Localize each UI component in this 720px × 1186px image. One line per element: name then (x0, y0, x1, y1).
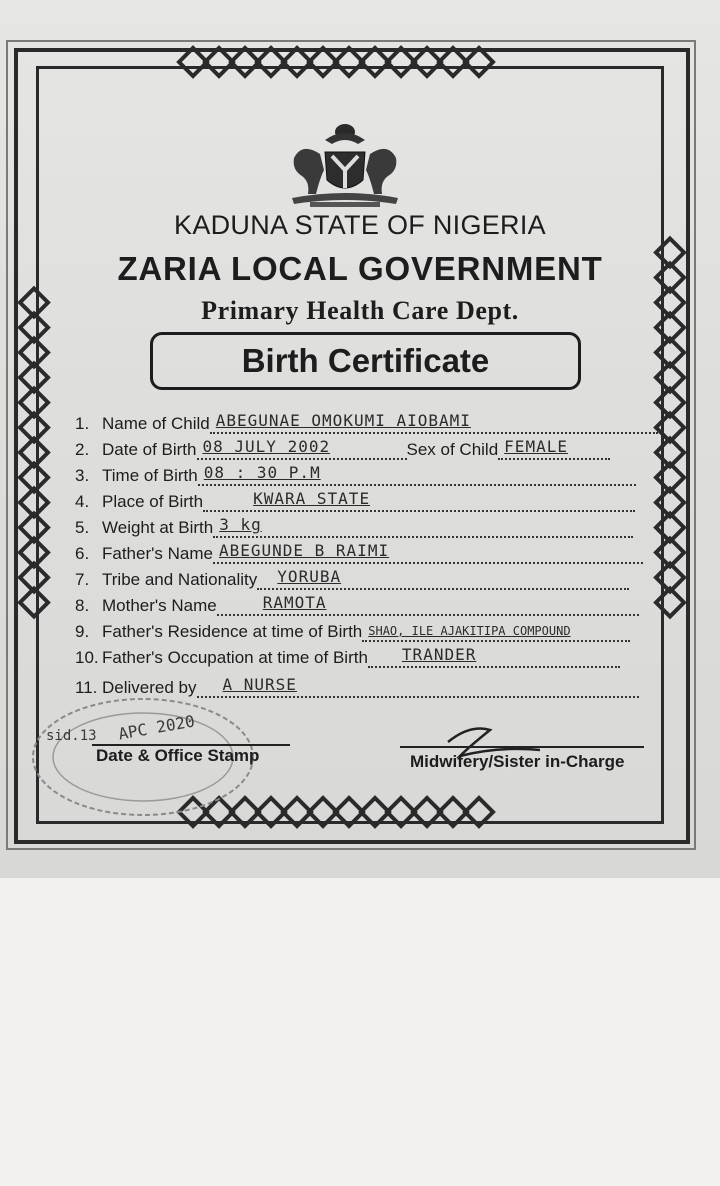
field-value-line (257, 567, 629, 590)
stamp-date: APC 2020 (116, 711, 197, 744)
coat-of-arms-seal (280, 118, 410, 210)
mother-name-value: RAMOTA (262, 593, 327, 612)
field-value-line (213, 515, 633, 538)
field-value-line (362, 622, 630, 642)
field-number: 5. (75, 518, 90, 537)
field-value-line (213, 541, 643, 564)
field-label-sex: Sex of Child (406, 440, 499, 459)
blank-background (0, 878, 720, 1186)
field-row-child-name (75, 410, 658, 434)
sister-signature-line (400, 746, 644, 748)
stamp-label: Date & Office Stamp (96, 746, 260, 765)
field-value-line (197, 675, 639, 698)
stamp-reference: sid.13 (46, 728, 97, 744)
field-value-line (210, 411, 658, 434)
field-row-father-residence (75, 618, 630, 642)
field-number: 2. (75, 440, 90, 459)
field-row-father-name (75, 540, 643, 564)
field-label: Date of Birth (102, 440, 197, 459)
father-occupation-value: TRANDER (401, 645, 477, 664)
field-value-line (198, 463, 636, 486)
field-number: 8. (75, 596, 90, 615)
sex-value: FEMALE (504, 437, 568, 456)
father-residence-value: SHAO, ILE AJAKITIPA COMPOUND (368, 624, 571, 638)
field-label: Time of Birth (102, 466, 198, 485)
field-row-place-of-birth (75, 488, 635, 512)
field-number: 11. (75, 678, 98, 697)
field-row-mother-name (75, 592, 639, 616)
father-name-value: ABEGUNDE B RAIMI (218, 541, 390, 560)
local-government-title: ZARIA LOCAL GOVERNMENT (117, 250, 603, 287)
field-row-time-of-birth (75, 462, 636, 486)
field-number: 7. (75, 570, 90, 589)
field-row-weight (75, 514, 633, 538)
field-number: 4. (75, 492, 90, 511)
state-title: KADUNA STATE OF NIGERIA (174, 210, 546, 240)
top-ornament (180, 42, 500, 82)
field-row-tribe (75, 566, 629, 590)
field-value-line (368, 645, 620, 668)
tribe-value: YORUBA (277, 567, 342, 586)
place-of-birth-value: KWARA STATE (253, 489, 371, 508)
field-number: 9. (75, 622, 90, 641)
field-value-line (217, 593, 639, 616)
field-row-date-of-birth (75, 436, 610, 460)
delivered-by-value: A NURSE (222, 675, 297, 694)
field-label: Father's Name (102, 544, 213, 563)
field-label: Weight at Birth (102, 518, 214, 537)
field-row-father-occupation (75, 644, 620, 668)
left-ornament (14, 290, 54, 620)
field-number: 1. (75, 414, 90, 433)
child-name-value: ABEGUNAE OMOKUMI AIOBAMI (215, 411, 471, 430)
field-label: Father's Residence at time of Birth (102, 622, 363, 641)
weight-value: 3 kg (219, 515, 262, 534)
field-label: Father's Occupation at time of Birth (102, 648, 368, 667)
field-number: 10. (75, 648, 99, 667)
sister-label: Midwifery/Sister in-Charge (410, 752, 625, 771)
field-label: Place of Birth (102, 492, 204, 511)
field-label: Delivered by (102, 678, 197, 697)
field-label: Name of Child (102, 414, 210, 433)
date-of-birth-value: 08 JULY 2002 (202, 437, 331, 456)
department-title: Primary Health Care Dept. (201, 296, 519, 325)
field-number: 3. (75, 466, 90, 485)
time-of-birth-value: 08 : 30 P.M (203, 463, 321, 482)
field-label: Tribe and Nationality (102, 570, 258, 589)
field-value-line (498, 437, 610, 460)
field-label: Mother's Name (102, 596, 217, 615)
certificate-title-box (150, 332, 581, 390)
field-number: 6. (75, 544, 90, 563)
field-value-line (203, 489, 635, 512)
field-value-line (197, 437, 407, 460)
certificate-title: Birth Certificate (241, 342, 490, 379)
